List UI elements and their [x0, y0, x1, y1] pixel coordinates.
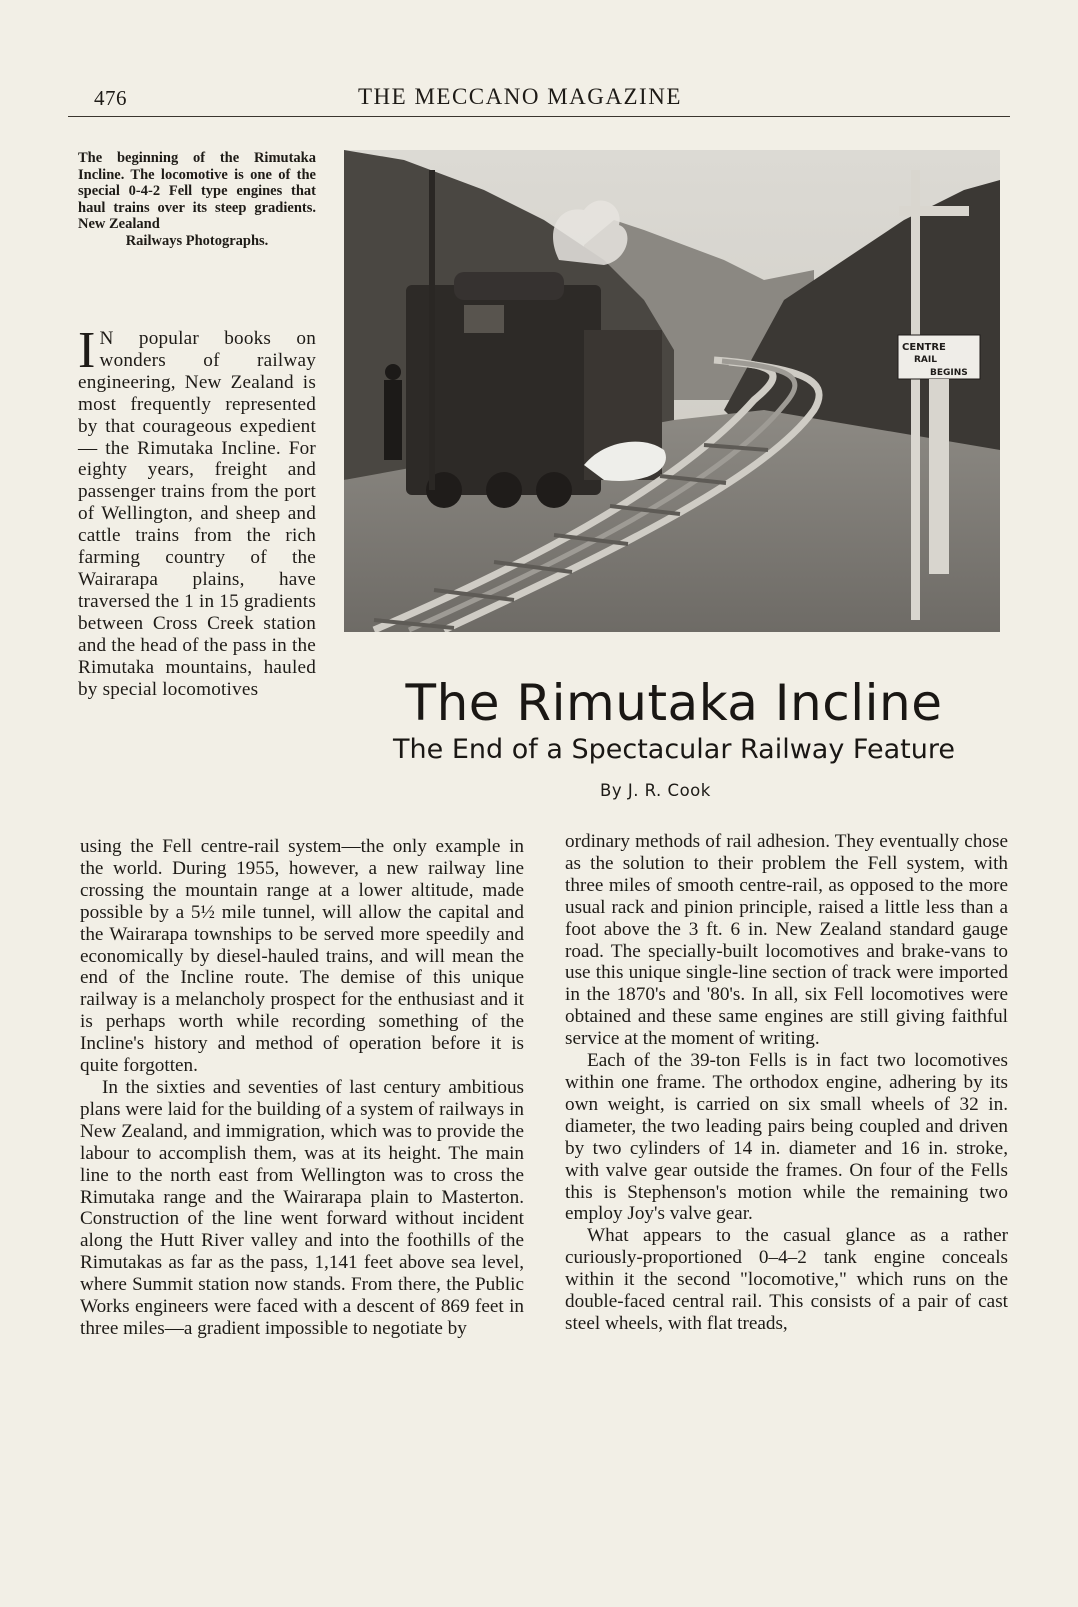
- drop-cap: I: [78, 322, 96, 379]
- caption-text: The beginning of the Rimutaka Incline. The locomotive is one of the special 0-4-2 Fell type engines that haul trains over its steep gradients. New Zealand: [78, 150, 316, 233]
- sign-line-1: CENTRE: [902, 342, 946, 353]
- photo-caption: [78, 150, 316, 250]
- paragraph: using the Fell centre-rail system—the only example in the world. During 1955, however, a new railway line crossing the mountain range at a lower altitude, made possible by a 5½ mile tunnel, will allow the capital and the Wairarapa townships to be served more speedily and economically by diesel-hauled trains, and will mean the end of the Incline route. The demise of this unique railway is a melancholy prospect for the enthusiast and it is perhaps worth while recording something of the Incline's history and method of operation before it is quite forgotten.: [80, 836, 524, 1077]
- sign-line-3: BEGINS: [930, 368, 968, 378]
- article-subtitle: The End of a Spectacular Railway Feature: [393, 734, 955, 765]
- article-title: The Rimutaka Incline: [405, 674, 943, 732]
- article-byline: By J. R. Cook: [600, 781, 711, 800]
- article-column-2: [80, 836, 524, 1340]
- magazine-title: THE MECCANO MAGAZINE: [358, 84, 682, 109]
- article-column-1: [78, 322, 316, 700]
- paragraph: In the sixties and seventies of last century ambitious plans were laid for the building of a system of railways in New Zealand, and immigration, which was to provide the labour to accomplish them, was at its height. The main line to the north east from Wellington was to cross the Rimutaka range and the Wairarapa plain to Masterton. Construction of the line went forward without incident along the Hutt River valley and into the foothills of the Rimutakas as far as the pass, 1,141 feet above sea level, where Summit station now stands. From there, the Public Works engineers were faced with a descent of 869 feet in three miles—a gradient impossible to negotiate by: [80, 1076, 524, 1339]
- sign-line-2: RAIL: [914, 355, 937, 365]
- paragraph: ordinary methods of rail adhesion. They eventually chose as the solution to their problem the Fell system, with three miles of smooth centre-rail, as opposed to the more usual rack and pinion principle, raised a little less than a foot above the 3 ft. 6 in. New Zealand standard gauge road. The specially-built locomotives and brake-vans to use this unique single-line section of track were imported in the 1870's and '80's. In all, six Fell locomotives were obtained and these same engines are still giving faithful service at the moment of writing.: [565, 831, 1008, 1050]
- article-column-3: [565, 831, 1008, 1335]
- caption-credit: Railways Photographs.: [125, 232, 269, 249]
- paragraph: Each of the 39-ton Fells is in fact two locomotives within one frame. The orthodox engine, adhering by its own weight, is carried on six small wheels of 32 in. diameter, the two leading pairs being coupled and driven by two cylinders of 14 in. diameter and 16 in. stroke, with valve gear outside the frames. On four of the Fells this is Stephenson's motion while the remaining two employ Joy's valve gear.: [565, 1050, 1008, 1225]
- page-header: [68, 80, 1010, 117]
- column-1-text: N popular books on wonders of railway engineering, New Zealand is most frequently represented by that courageous expedient — the Rimutaka Incline. For eighty years, freight and passenger trains from the port of Wellington, and sheep and cattle trains from the rich farming country of the Wairarapa plains, have traversed the 1 in 15 gradients between Cross Creek station and the head of the pass in the Rimutaka mountains, hauled by special locomotives: [78, 328, 316, 700]
- locomotive-photo: [344, 150, 1000, 632]
- page-number: 476: [94, 86, 127, 110]
- paragraph: What appears to the casual glance as a rather curiously-proportioned 0–4–2 tank engine conceals within it the second "locomotive," which runs on the double-faced central rail. This consists of a pair of cast steel wheels, with flat treads,: [565, 1225, 1008, 1334]
